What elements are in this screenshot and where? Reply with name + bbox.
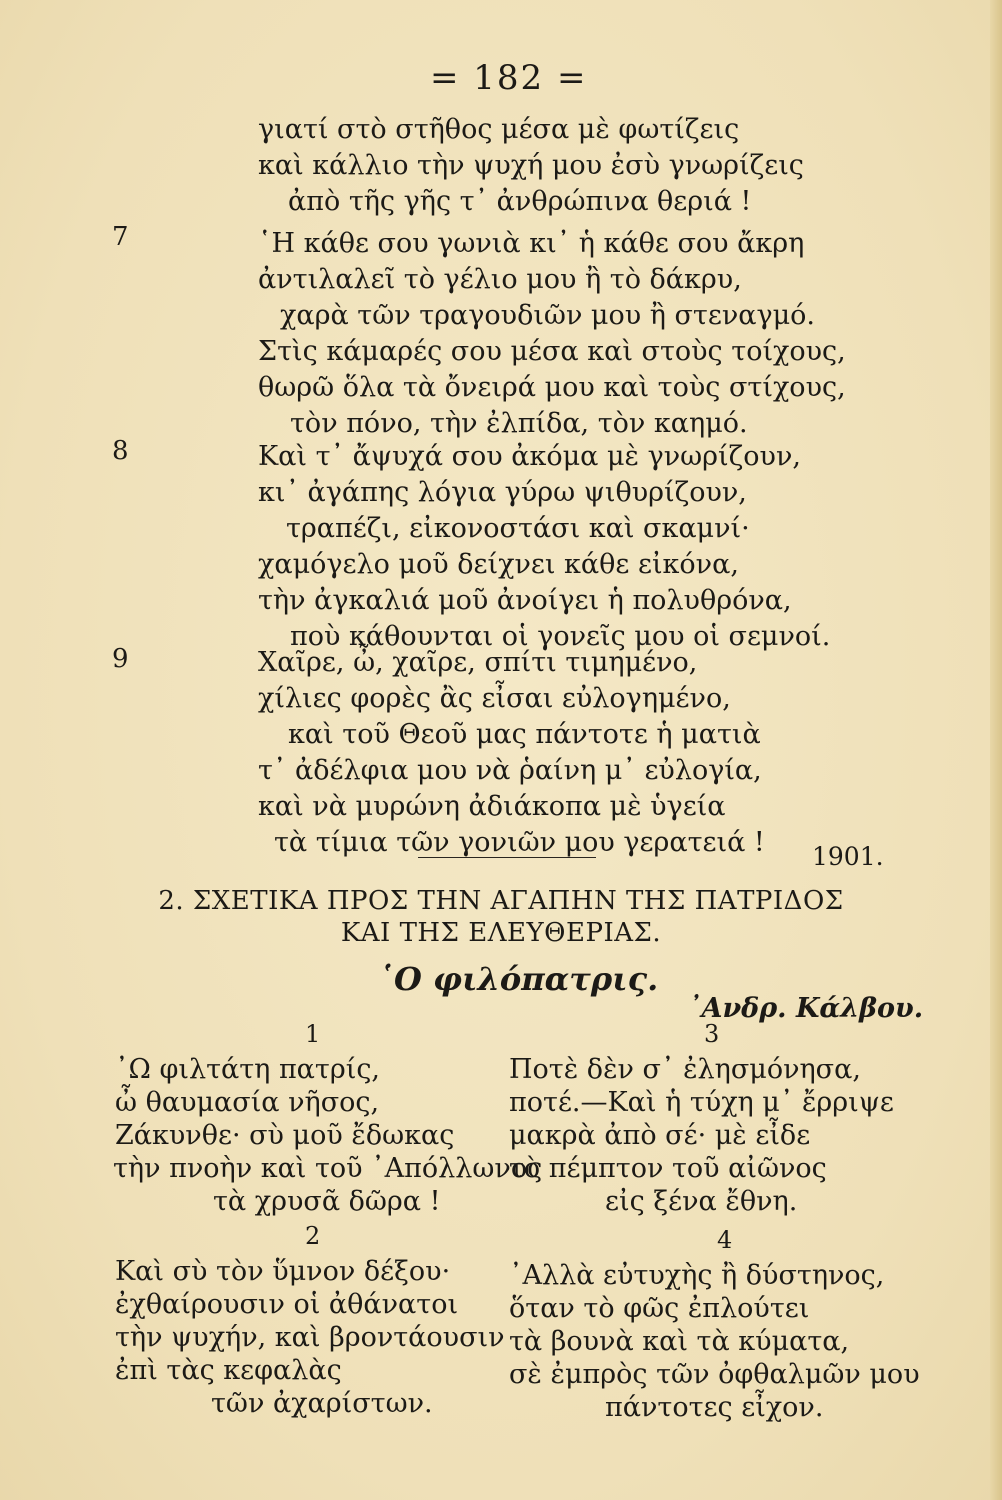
verse-line: ποὺ κάθουνται οἱ γονεῖς μου οἱ σεμνοί. [290, 621, 831, 652]
verse-line: τὴν ψυχήν, καὶ βροντάουσιν [115, 1322, 505, 1353]
verse-line: Καὶ τ᾽ ἄψυχά σου ἀκόμα μὲ γνωρίζουν, [258, 441, 801, 472]
poem-stanza-number: 4 [717, 1226, 733, 1254]
page-edge [990, 0, 1002, 1500]
stanza-8 [258, 439, 830, 655]
poem-stanza-2 [115, 1256, 505, 1421]
verse-line: ἀπὸ τῆς γῆς τ᾽ ἀνθρώπινα θεριά ! [288, 186, 752, 217]
verse-line: τὰ βουνὰ καὶ τὰ κύματα, [509, 1326, 850, 1357]
verse-line: μακρὰ ἀπὸ σέ· μὲ εἶδε [509, 1120, 811, 1151]
verse-line: ἀντιλαλεῖ τὸ γέλιο μου ἢ τὸ δάκρυ, [258, 264, 742, 295]
verse-line: τὸν πόνο, τὴν ἐλπίδα, τὸν καημό. [290, 408, 748, 439]
verse-line: χαμόγελο μοῦ δείχνει κάθε εἰκόνα, [258, 549, 739, 580]
stanza-number: 7 [112, 222, 129, 252]
poem-stanza-3 [509, 1054, 894, 1219]
verse-line: εἰς ξένα ἔθνη. [605, 1186, 798, 1217]
verse-line: θωρῶ ὅλα τὰ ὄνειρά μου καὶ τοὺς στίχους, [258, 372, 846, 403]
verse-line: τ᾽ ἀδέλφια μου νὰ ῥαίνη μ᾽ εὐλογία, [258, 755, 762, 786]
verse-line: χίλιες φορὲς ἂς εἶσαι εὐλογημένο, [258, 683, 731, 714]
poem-stanza-4 [509, 1260, 920, 1425]
divider-rule [418, 857, 596, 858]
verse-line: τὸ πέμπτον τοῦ αἰῶνος [509, 1153, 827, 1184]
poem-title: ῾Ο φιλόπατρις. [378, 960, 659, 998]
verse-line: ποτέ.—Καὶ ἡ τύχη μ᾽ ἔρριψε [509, 1087, 894, 1118]
verse-line: Στὶς κάμαρές σου μέσα καὶ στοὺς τοίχους, [258, 336, 846, 367]
poem-year: 1901. [812, 842, 884, 871]
verse-line: τὴν ἀγκαλιά μοῦ ἀνοίγει ἡ πολυθρόνα, [258, 585, 792, 616]
verse-line: κι᾽ ἀγάπης λόγια γύρω ψιθυρίζουν, [258, 477, 747, 508]
verse-line: ὦ θαυμασία νῆσος, [115, 1087, 380, 1118]
verse-line: ᾽Ω φιλτάτη πατρίς, [115, 1054, 381, 1085]
section-heading-line-1: 2. ΣΧΕΤΙΚΑ ΠΡΟΣ ΤΗΝ ΑΓΑΠΗΝ ΤΗΣ ΠΑΤΡΙΔΟΣ [158, 886, 844, 916]
poem-stanza-1 [115, 1054, 542, 1219]
verse-line: Καὶ σὺ τὸν ὕμνον δέξου· [115, 1256, 451, 1287]
verse-line: γιατί στὸ στῆθος μέσα μὲ φωτίζεις [258, 114, 740, 145]
verse-line: καὶ κάλλιο τὴν ψυχή μου ἐσὺ γνωρίζεις [258, 150, 804, 181]
page-number: = 182 = [430, 58, 588, 98]
poem-stanza-number: 1 [305, 1020, 321, 1048]
verse-line: Ποτὲ δὲν σ᾽ ἐλησμόνησα, [509, 1054, 861, 1085]
verse-line: καὶ τοῦ Θεοῦ μας πάντοτε ἡ ματιὰ [288, 719, 761, 750]
verse-line: ᾽Αλλὰ εὐτυχὴς ἢ δύστηνος, [509, 1260, 885, 1291]
verse-line: τραπέζι, εἰκονοστάσι καὶ σκαμνί· [286, 513, 750, 544]
verse-line: ὅταν τὸ φῶς ἐπλούτει [509, 1293, 810, 1324]
verse-line: τὴν πνοὴν καὶ τοῦ ᾽Απόλλωνος [113, 1153, 543, 1184]
verse-line: ἐπὶ τὰς κεφαλὰς [115, 1355, 342, 1386]
stanza-7 [258, 226, 846, 442]
verse-line: σὲ ἐμπρὸς τῶν ὀφθαλμῶν μου [509, 1359, 920, 1390]
stanza-6-continuation [258, 112, 804, 220]
verse-line: χαρὰ τῶν τραγουδιῶν μου ἢ στεναγμό. [280, 300, 816, 331]
stanza-number: 9 [112, 644, 129, 674]
stanza-9 [258, 645, 765, 861]
verse-line: Ζάκυνθε· σὺ μοῦ ἔδωκας [115, 1120, 455, 1151]
poem-author: ᾽Ανδρ. Κάλβου. [688, 993, 924, 1024]
poem-stanza-number: 3 [704, 1020, 720, 1048]
verse-line: Χαῖρε, ὦ, χαῖρε, σπίτι τιμημένο, [258, 647, 698, 678]
verse-line: τὰ τίμια τῶν γονιῶν μου γερατειά ! [274, 827, 765, 858]
verse-line: καὶ νὰ μυρώνη ἀδιάκοπα μὲ ὑγεία [258, 791, 726, 822]
section-heading-line-2: ΚΑΙ ΤΗΣ ΕΛΕΥΘΕΡΙΑΣ. [340, 918, 662, 948]
verse-line: ῾Η κάθε σου γωνιὰ κι᾽ ἡ κάθε σου ἄκρη [258, 228, 805, 259]
verse-line: πάντοτες εἶχον. [605, 1392, 824, 1423]
verse-line: τῶν ἀχαρίστων. [211, 1388, 433, 1419]
stanza-number: 8 [112, 436, 129, 466]
poem-stanza-number: 2 [305, 1222, 321, 1250]
verse-line: τὰ χρυσᾶ δῶρα ! [213, 1186, 441, 1217]
verse-line: ἐχθαίρουσιν οἱ ἀθάνατοι [115, 1289, 459, 1320]
